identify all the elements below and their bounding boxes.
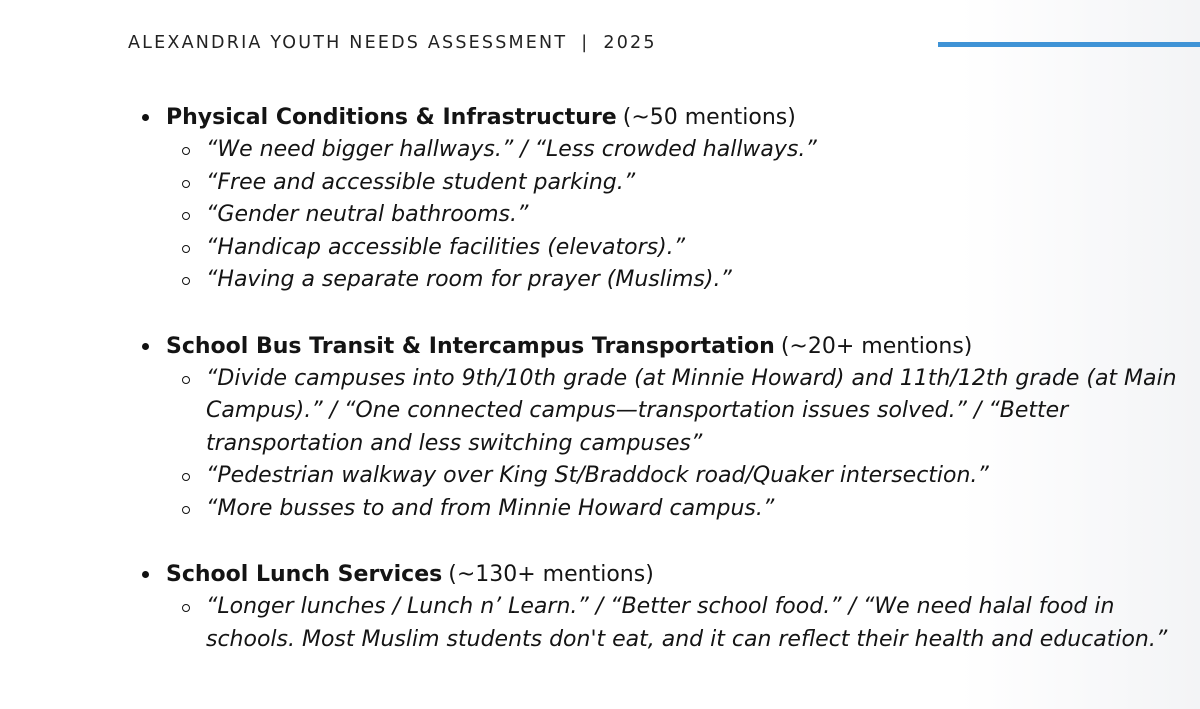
quote-item — [206, 363, 1180, 461]
hollow-bullet-icon — [182, 180, 190, 188]
hollow-bullet-icon — [182, 506, 190, 514]
quote-item — [206, 264, 1180, 297]
header-year: 2025 — [603, 33, 657, 53]
bullet-icon — [142, 114, 149, 121]
section-heading — [140, 558, 1180, 591]
quote-item — [206, 232, 1180, 265]
quote-text: “More busses to and from Minnie Howard campus.” — [206, 495, 775, 521]
document-header — [128, 33, 657, 53]
quote-text: “Having a separate room for prayer (Muslims).” — [206, 267, 732, 292]
bullet-icon — [142, 343, 149, 350]
header-separator: | — [581, 33, 590, 53]
quote-item — [206, 493, 1180, 526]
section-lunch-services — [140, 558, 1180, 656]
bullet-icon — [142, 571, 149, 578]
quote-text: “We need bigger hallways.” / “Less crowded hallways.” — [206, 137, 817, 162]
section-physical-conditions — [140, 101, 1180, 297]
hollow-bullet-icon — [182, 277, 190, 285]
quote-text: “Gender neutral bathrooms.” — [206, 202, 529, 227]
hollow-bullet-icon — [182, 212, 190, 220]
quote-text: “Free and accessible student parking.” — [206, 169, 636, 195]
section-title: Physical Conditions & Infrastructure — [166, 105, 617, 130]
section-title: School Bus Transit & Intercampus Transportation — [166, 333, 775, 359]
quote-text: “Divide campuses into 9th/10th grade (at Minnie Howard) and 11th/12th grade (at Main Campus).” / “One connected campus—transportation issues solved.” / “Better transportation and less switching campuses” — [206, 365, 1177, 456]
quote-list — [140, 591, 1180, 656]
hollow-bullet-icon — [182, 473, 190, 481]
quote-list — [140, 363, 1180, 526]
section-heading — [140, 101, 1180, 134]
quote-item — [206, 134, 1180, 167]
mention-count: (~20+ mentions) — [780, 333, 973, 359]
document-body — [140, 101, 1180, 689]
quote-item — [206, 591, 1180, 656]
quote-text: “Longer lunches / Lunch n’ Learn.” / “Better school food.” / “We need halal food in schools. Most Muslim students don't eat, and it can reflect their health and education.” — [206, 594, 1168, 652]
quote-item — [206, 199, 1180, 232]
quote-item — [206, 460, 1180, 493]
hollow-bullet-icon — [182, 147, 190, 155]
hollow-bullet-icon — [182, 245, 190, 253]
quote-list — [140, 134, 1180, 297]
hollow-bullet-icon — [182, 604, 190, 612]
quote-item — [206, 167, 1180, 200]
header-title: ALEXANDRIA YOUTH NEEDS ASSESSMENT — [128, 33, 568, 53]
mention-count: (~50 mentions) — [622, 105, 796, 130]
section-title: School Lunch Services — [166, 562, 443, 587]
header-accent-bar — [938, 42, 1200, 47]
section-heading — [140, 330, 1180, 363]
quote-text: “Handicap accessible facilities (elevators).” — [206, 234, 686, 260]
hollow-bullet-icon — [182, 376, 190, 384]
section-transportation — [140, 330, 1180, 526]
quote-text: “Pedestrian walkway over King St/Braddock road/Quaker intersection.” — [206, 463, 989, 488]
mention-count: (~130+ mentions) — [448, 562, 654, 587]
